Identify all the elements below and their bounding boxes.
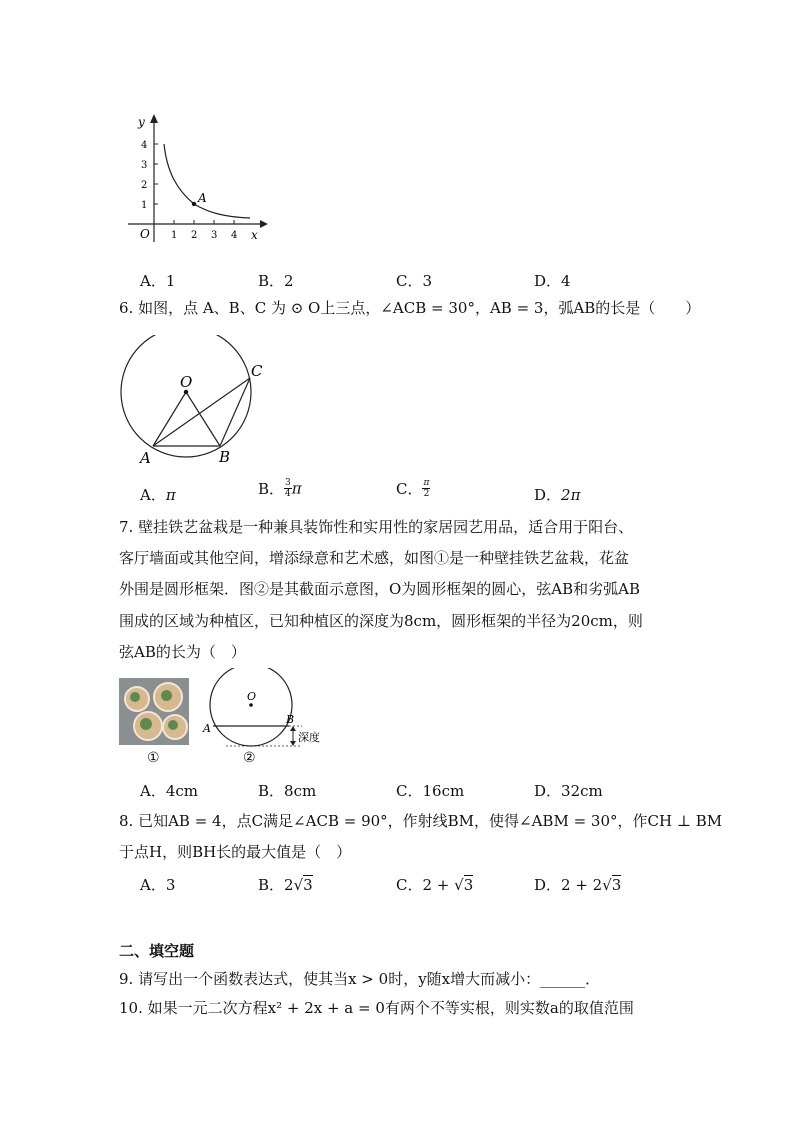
fig2-label-o: O xyxy=(247,690,257,703)
wall-planter-photo xyxy=(119,678,189,745)
q7-line-4: 围成的区域为种植区，已知种植区的深度为8cm，圆形框架的半径为20cm，则 xyxy=(119,612,643,630)
x-tick-4: 4 xyxy=(231,230,238,241)
q10-text: 10. 如果一元二次方程x² + 2x + a = 0有两个不等实根，则实数a的取值范围 xyxy=(119,999,634,1017)
fig2-label: ② xyxy=(243,750,256,766)
q7-option-b[interactable]: B．8cm xyxy=(258,782,317,800)
q7-option-d[interactable]: D．32cm xyxy=(534,782,603,800)
point-a xyxy=(192,202,196,206)
q6-stem: 6. 如图，点 A、B、C 为 ⊙ O上三点，∠ACB = 30°，AB = 3，弧AB的长是（ ） xyxy=(119,299,701,317)
q7-option-a[interactable]: A．4cm xyxy=(140,782,199,800)
fraction: $\frac{3}{4}$ xyxy=(285,478,291,499)
sqrt-symbol: √ xyxy=(293,876,304,894)
origin-label: O xyxy=(140,227,150,241)
y-tick-4: 4 xyxy=(141,140,148,151)
y-axis-arrow xyxy=(150,114,158,123)
q6-option-b[interactable]: B． $\frac{3}{4}$ π xyxy=(258,478,302,499)
label-o: O xyxy=(180,373,193,391)
q5-option-c[interactable]: C．3 xyxy=(396,272,433,290)
center-point xyxy=(249,703,253,707)
y-tick-2: 2 xyxy=(141,180,148,191)
label-b: B xyxy=(219,448,231,466)
q8-option-c[interactable]: C．2 + √3 xyxy=(396,876,474,894)
fig2-label-a: A xyxy=(203,722,211,735)
q8-option-b[interactable]: B．2√3 xyxy=(258,876,313,894)
depth-label: 深度 xyxy=(298,731,320,744)
circle-o xyxy=(121,335,251,457)
q8-option-d[interactable]: D．2 + 2√3 xyxy=(534,876,622,894)
point-a-label: A xyxy=(198,191,207,205)
q8-option-a[interactable]: A．3 xyxy=(140,876,176,894)
label-a: A xyxy=(140,449,151,467)
q5-option-a[interactable]: A．1 xyxy=(140,272,176,290)
frame-circle xyxy=(210,668,295,746)
q7-line-2: 客厅墙面或其他空间，增添绿意和艺术感，如图①是一种壁挂铁艺盆栽，花盆 xyxy=(119,549,630,567)
x-axis-arrow xyxy=(260,220,268,228)
q7-line-5: 弦AB的长为（ ） xyxy=(119,643,246,661)
q7-line-3: 外围是圆形框架．图②是其截面示意图，O为圆形框架的圆心，弦AB和劣弧AB xyxy=(119,580,641,598)
sqrt-symbol: √ xyxy=(454,876,464,894)
inverse-function-graph xyxy=(125,112,270,247)
x-tick-1: 1 xyxy=(171,230,178,241)
y-tick-3: 3 xyxy=(141,160,148,171)
q8-line-2: 于点H，则BH长的最大值是（ ） xyxy=(119,843,352,861)
y-axis-label: y xyxy=(138,115,145,129)
y-tick-1: 1 xyxy=(141,200,148,211)
q8-line-1: 8. 已知AB = 4，点C满足∠ACB = 90°，作射线BM，使得∠ABM = 30°，作CH ⊥ BM xyxy=(119,812,723,830)
fraction: $\frac{\pi}{2}$ xyxy=(423,478,430,499)
label-c: C xyxy=(251,362,263,380)
q6-option-d[interactable]: D．2π xyxy=(534,486,581,504)
q9-text: 9. 请写出一个函数表达式，使其当x > 0时，y随x增大而减小：______． xyxy=(119,970,601,988)
q5-option-b[interactable]: B．2 xyxy=(258,272,294,290)
q7-line-1: 7. 壁挂铁艺盆栽是一种兼具装饰性和实用性的家居园艺用品，适合用于阳台、 xyxy=(119,518,634,536)
fig2-label-b: B xyxy=(286,713,295,726)
q5-option-d[interactable]: D．4 xyxy=(534,272,571,290)
hyperbola-curve xyxy=(164,144,250,218)
q6-option-a[interactable]: A．π xyxy=(140,486,176,504)
fig1-label: ① xyxy=(147,750,160,766)
x-axis-label: x xyxy=(251,228,258,242)
x-tick-3: 3 xyxy=(211,230,218,241)
x-tick-2: 2 xyxy=(191,230,198,241)
section-heading: 二、填空题 xyxy=(119,942,195,960)
sqrt-symbol: √ xyxy=(602,876,612,894)
q6-option-c[interactable]: C． $\frac{\pi}{2}$ xyxy=(396,478,430,499)
q6-circle-figure xyxy=(116,335,276,467)
q7-option-c[interactable]: C．16cm xyxy=(396,782,465,800)
planter-cross-section xyxy=(200,668,330,752)
